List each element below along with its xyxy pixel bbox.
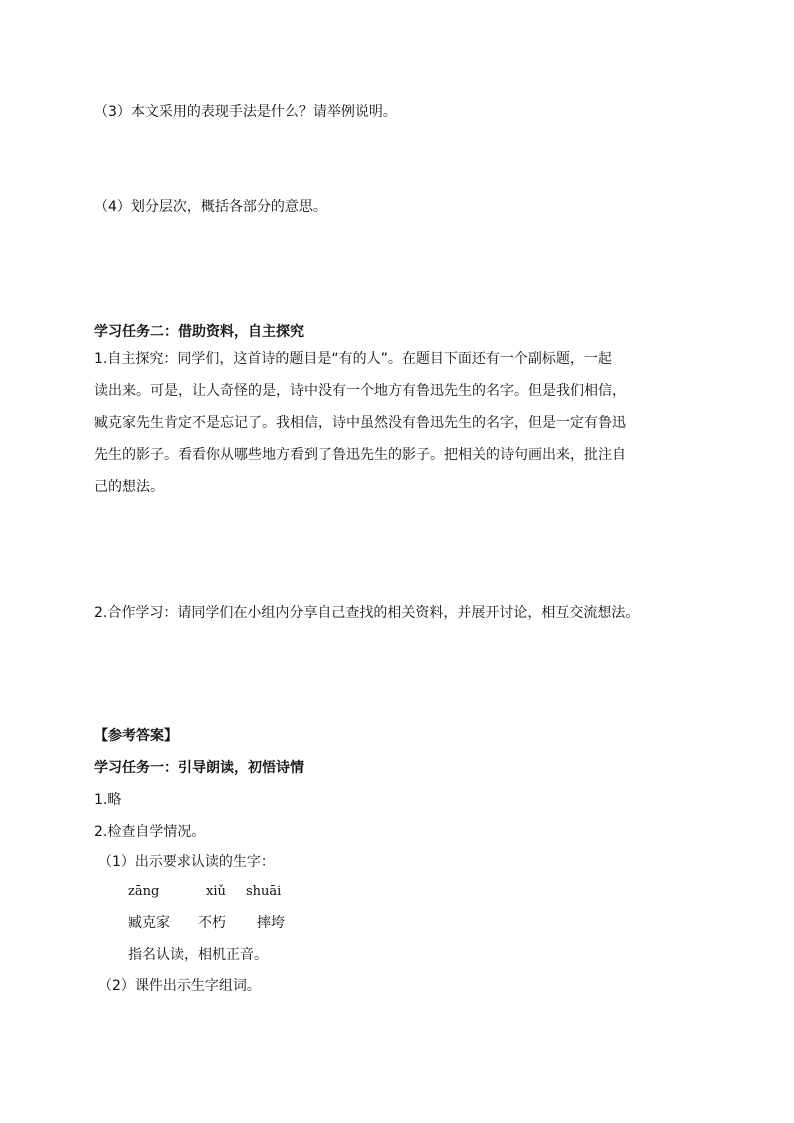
task2-heading: 学习任务二：借助资料，自主探究: [94, 324, 304, 340]
task2-item2: 2.合作学习：请同学们在小组内分享自己查找的相关资料，并展开讨论，相互交流想法。: [94, 605, 640, 621]
task2-item1-line: 1.自主探究：同学们，这首诗的题目是“有的人”。在题目下面还有一个副标题，一起: [94, 351, 612, 367]
pinyin-xiu: xiǔ: [206, 884, 226, 899]
word-shuaikua: 摔垮: [257, 915, 285, 931]
word-buxiu: 不朽: [198, 915, 226, 931]
task2-item1-line: 读出来。可是，让人奇怪的是，诗中没有一个地方有鲁迅先生的名字。但是我们相信，: [94, 383, 626, 399]
answers-item1: 1.略: [94, 792, 122, 808]
answers-task1-heading: 学习任务一：引导朗读，初悟诗情: [94, 760, 304, 776]
answers-note: 指名认读，相机正音。: [128, 947, 268, 963]
question-4: （4）划分层次，概括各部分的意思。: [94, 199, 327, 215]
task2-item1-line: 臧克家先生肯定不是忘记了。我相信，诗中虽然没有鲁迅先生的名字，但是一定有鲁迅: [94, 415, 626, 431]
answers-heading: 【参考答案】: [94, 728, 178, 744]
word-zangkejia: 臧克家: [128, 915, 170, 931]
question-3: （3）本文采用的表现手法是什么？请举例说明。: [94, 104, 397, 120]
answers-sub1: （1）出示要求认读的生字：: [98, 854, 275, 870]
answers-sub2: （2）课件出示生字组词。: [98, 978, 261, 994]
task2-item1: [94, 343, 714, 503]
pinyin-shuai: shuāi: [246, 884, 282, 899]
answers-item2: 2.检查自学情况。: [94, 824, 206, 840]
task2-item1-line: 己的想法。: [94, 479, 164, 495]
task2-item1-line: 先生的影子。看看你从哪些地方看到了鲁迅先生的影子。把相关的诗句画出来，批注自: [94, 447, 626, 463]
pinyin-zang: zāng: [128, 884, 160, 899]
